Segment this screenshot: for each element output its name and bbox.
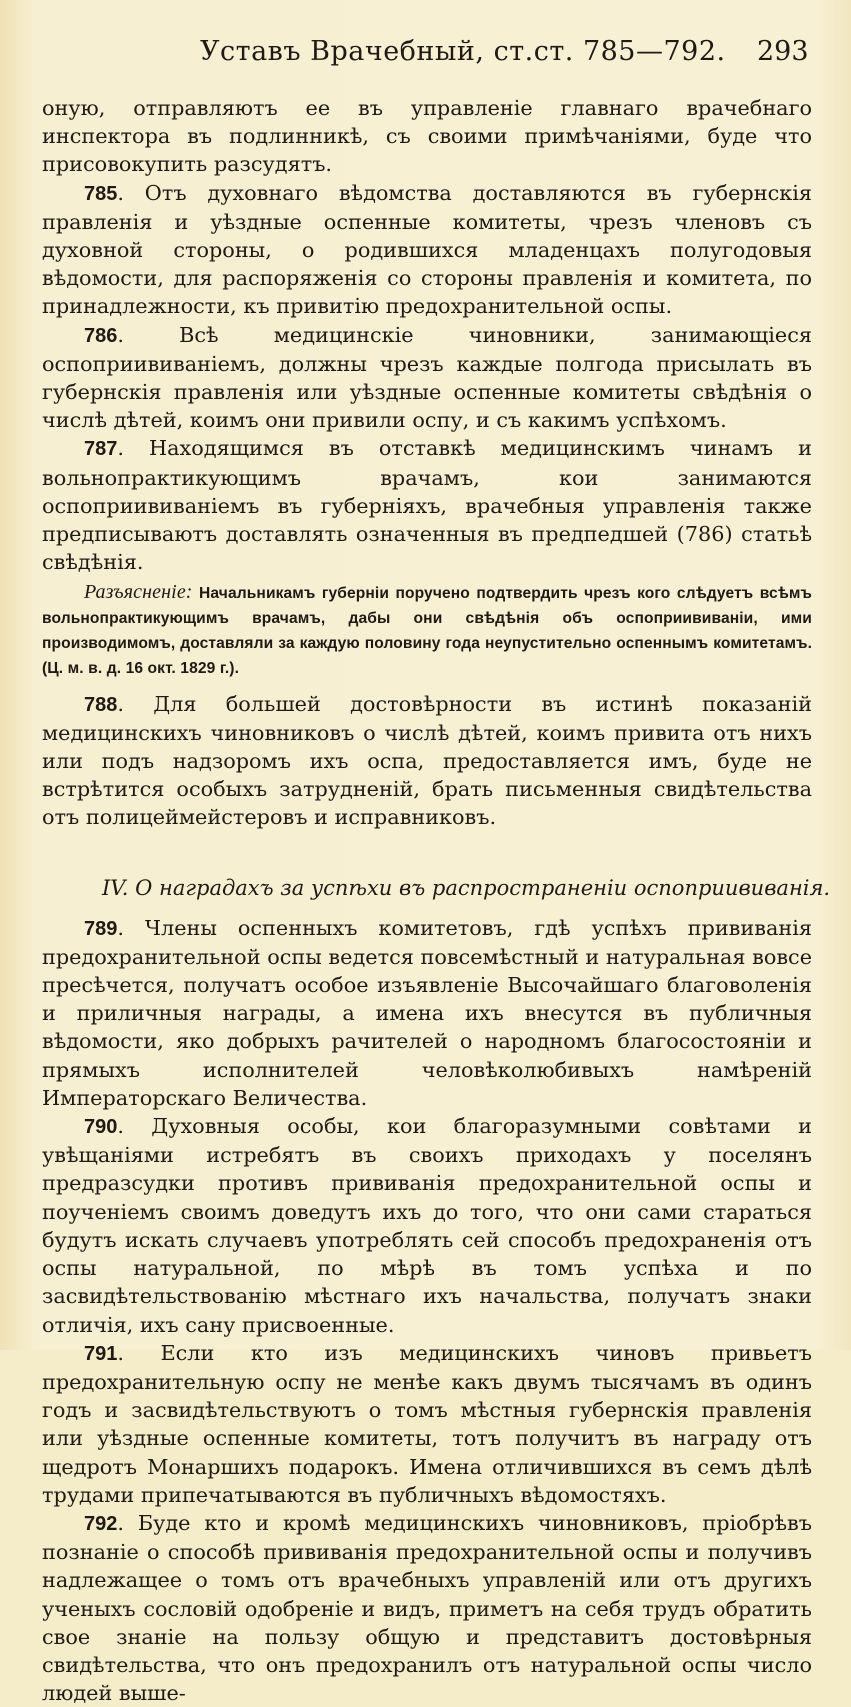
article-number: 786 [84,324,118,347]
article-text: . Буде кто и кромѣ медицинскихъ чиновниковъ, пріобрѣвъ познаніе о способѣ прививанія предохранительной оспы и получивъ надлежащее о томъ отъ врачебныхъ управленій или отъ другихъ ученыхъ сословій одобреніе и видъ, приметъ на себя трудъ обратить свое знаніе на пользу общую и представитъ достовѣрныя свидѣтельства, что онъ предохранилъ отъ натуральной оспы число людей выше- [42,1510,812,1706]
article-text: . Всѣ медицинскіе чиновники, занимающіеся оспоприививаніемъ, должны чрезъ каждые полгода присылать въ губернскія правленія или уѣздные оспенные комитеты свѣдѣнія о числѣ дѣтей, коимъ они привили оспу, и съ какимъ успѣхомъ. [42,322,812,433]
article-text: . Для большей достовѣрности въ истинѣ показаній медицинскихъ чиновниковъ о числѣ дѣтей, коимъ привита отъ нихъ или подъ надзоромъ ихъ оспа, предоставляется имъ, буде не встрѣтится особыхъ затрудненій, брать письменныя свидѣтельства отъ полицеймейстеровъ и исправниковъ. [42,691,812,830]
clarification-note [42,580,812,681]
article-text: . Члены оспенныхъ комитетовъ, гдѣ успѣхъ прививанія предохранительной оспы ведется повсемѣстный и натуральная вовсе пресѣчется, получатъ особое изъявленіе Высочайшаго благоволенія и приличныя награды, а имена ихъ внесутся въ публичныя вѣдомости, яко добрыхъ рачителей о народномъ благосостояніи и прямыхъ исполнителей человѣколюбивыхъ намѣреній Императорскаго Величества. [42,915,812,1110]
article-number: 791 [84,1342,118,1365]
article-number: 785 [84,182,118,205]
section-heading: IV. О наградахъ за успѣхи въ распространеніи оспоприививанія. [102,875,831,900]
body-text [42,94,831,1707]
article-number: 787 [84,438,118,461]
note-label: Разъясненіе: [84,581,193,604]
article-text: . Если кто изъ медицинскихъ чиновъ привьетъ предохранительную оспу не менѣе какъ двумъ тысячамъ въ одинъ годъ и засвидѣтельствуютъ о томъ мѣстныя губернскія правленія или уѣздные оспенные комитеты, тотъ получитъ въ награду отъ щедротъ Монаршихъ подарокъ. Имена отличившихся въ семъ дѣлѣ трудами припечатываются въ публичныхъ вѣдомостяхъ. [42,1340,812,1507]
running-title: Уставъ Врачебный, ст.ст. 785—792. [200,36,726,67]
article-text: . Отъ духовнаго вѣдомства доставляются въ губернскія правленія и уѣздные оспенные комитеты, чрезъ членовъ съ духовной стороны, о родившихся младенцахъ полугодовыя вѣдомости, для распоряженія со стороны правленія и комитета, по принадлежности, къ привитію предохранительной оспы. [42,180,812,319]
article-786 [42,321,812,435]
page-number: 293 [757,36,809,67]
article-number: 790 [84,1116,118,1139]
article-792 [42,1509,812,1707]
article-787 [42,434,812,576]
article-number: 789 [84,917,118,940]
article-788 [42,690,812,832]
article-number: 792 [84,1512,118,1535]
note-text: Начальникамъ губерніи поручено подтвердить чрезъ кого слѣдуетъ всѣмъ вольнопрактикующимъ врачамъ, дабы они свѣдѣнія объ оспоприививаніи, ими производимомъ, доставляли за каждую половину года неупустительно оспеннымъ комитетамъ. (Ц. м. в. д. 16 окт. 1829 г.). [42,585,812,677]
paragraph-continuation: оную, отправляютъ ее въ управленіе главнаго врачебнаго инспектора въ подлинникѣ, съ своими примѣчаніями, буде что присовокупить разсудятъ. [42,96,812,177]
article-790 [42,1112,812,1339]
article-number: 788 [84,693,118,716]
article-785 [42,179,812,321]
page-header [0,36,851,76]
article-text: . Находящимся въ отставкѣ медицинскимъ чинамъ и вольнопрактикующимъ врачамъ, кои занимаются оспоприививаніемъ въ губерніяхъ, врачебныя управленія также предписываютъ доставлять означенныя въ предпедшей (786) статьѣ свѣдѣнія. [42,436,812,575]
article-text: . Духовныя особы, кои благоразумными совѣтами и увѣщаніями истребятъ въ своихъ приходахъ у поселянъ предразсудки противъ прививанія предохранительной оспы и поученіемъ своимъ доведутъ ихъ до того, что они сами стараться будутъ искать случаевъ употреблять сей способъ предохраненія отъ оспы натуральной, по мѣрѣ въ томъ успѣха и по засвидѣтельствованію мѣстнаго ихъ начальства, получатъ знаки отличія, ихъ сану присвоенные. [42,1114,812,1337]
article-789 [42,914,812,1112]
article-791 [42,1339,812,1509]
